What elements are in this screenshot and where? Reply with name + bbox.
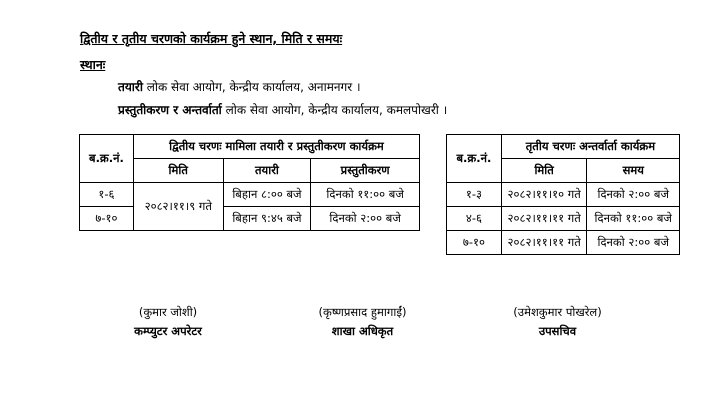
table-row: [80, 207, 420, 231]
cell-present: दिनको ११:०० बजे: [311, 183, 420, 207]
third-phase-table: [446, 134, 680, 255]
section-heading: द्वितीय र तृतीय चरणको कार्यक्रम हुने स्थान, मिति र समयः: [80, 31, 343, 46]
cell-time: दिनको २:०० बजे: [587, 231, 680, 255]
col-serial-header: ब.क्र.नं.: [80, 135, 134, 183]
cell-date: २०८२।११।११ गते: [501, 207, 587, 231]
cell-date: २०८२।११।१० गते: [501, 183, 587, 207]
signatory-name: (कुमार जोशी): [138, 305, 198, 319]
cell-time: दिनको ११:०० बजे: [587, 207, 680, 231]
signatory-role: कम्प्युटर अपरेटर: [134, 324, 202, 338]
group-title-header: द्वितीय चरणः मामिला तयारी र प्रस्तुतीकरण कार्यक्रम: [133, 135, 419, 159]
col-date-header: मिति: [133, 159, 223, 183]
col-present-header: प्रस्तुतीकरण: [311, 159, 420, 183]
col-time-header: समय: [587, 159, 680, 183]
col-prep-header: तयारी: [223, 159, 311, 183]
table-row: [447, 183, 680, 207]
location-label: प्रस्तुतीकरण र अन्तर्वार्ता: [118, 103, 222, 117]
cell-serial: १-३: [447, 183, 502, 207]
signatory-operator: [118, 305, 218, 339]
cell-serial: ४-६: [447, 207, 502, 231]
location-preparation: [118, 78, 361, 95]
location-label: तयारी: [118, 80, 143, 94]
cell-prep: बिहान ८:०० बजे: [223, 183, 311, 207]
cell-present: दिनको २:०० बजे: [311, 207, 420, 231]
place-heading: स्थानः: [80, 57, 106, 72]
cell-serial: १-६: [80, 183, 134, 207]
col-date-header: मिति: [501, 159, 587, 183]
group-title-header: तृतीय चरणः अन्तर्वार्ता कार्यक्रम: [501, 135, 679, 159]
cell-prep: बिहान ९:४५ बजे: [223, 207, 311, 231]
signatory-name: (कृष्णप्रसाद हुमागाईं): [318, 305, 407, 319]
table-row: [80, 183, 420, 207]
cell-date: २०८२।११।११ गते: [501, 231, 587, 255]
cell-serial: ७-१०: [447, 231, 502, 255]
signatory-undersecretary: [505, 305, 610, 339]
col-serial-header: ब.क्र.नं.: [447, 135, 502, 183]
location-text: लोक सेवा आयोग, केन्द्रीय कार्यालय, कमलपोखरी ।: [225, 103, 448, 117]
signatory-role: शाखा अधिकृत: [331, 324, 394, 338]
signatory-role: उपसचिव: [538, 324, 577, 338]
cell-serial: ७-१०: [80, 207, 134, 231]
table-row: [447, 231, 680, 255]
table-row: [447, 207, 680, 231]
cell-date: २०८२।११।९ गते: [133, 183, 223, 231]
signatory-section-officer: [305, 305, 420, 339]
location-text: लोक सेवा आयोग, केन्द्रीय कार्यालय, अनामनगर ।: [146, 80, 361, 94]
second-phase-table: [79, 134, 420, 231]
location-interview: [118, 101, 447, 118]
signatory-name: (उमेशकुमार पोखरेल): [513, 305, 602, 319]
cell-time: दिनको २:०० बजे: [587, 183, 680, 207]
